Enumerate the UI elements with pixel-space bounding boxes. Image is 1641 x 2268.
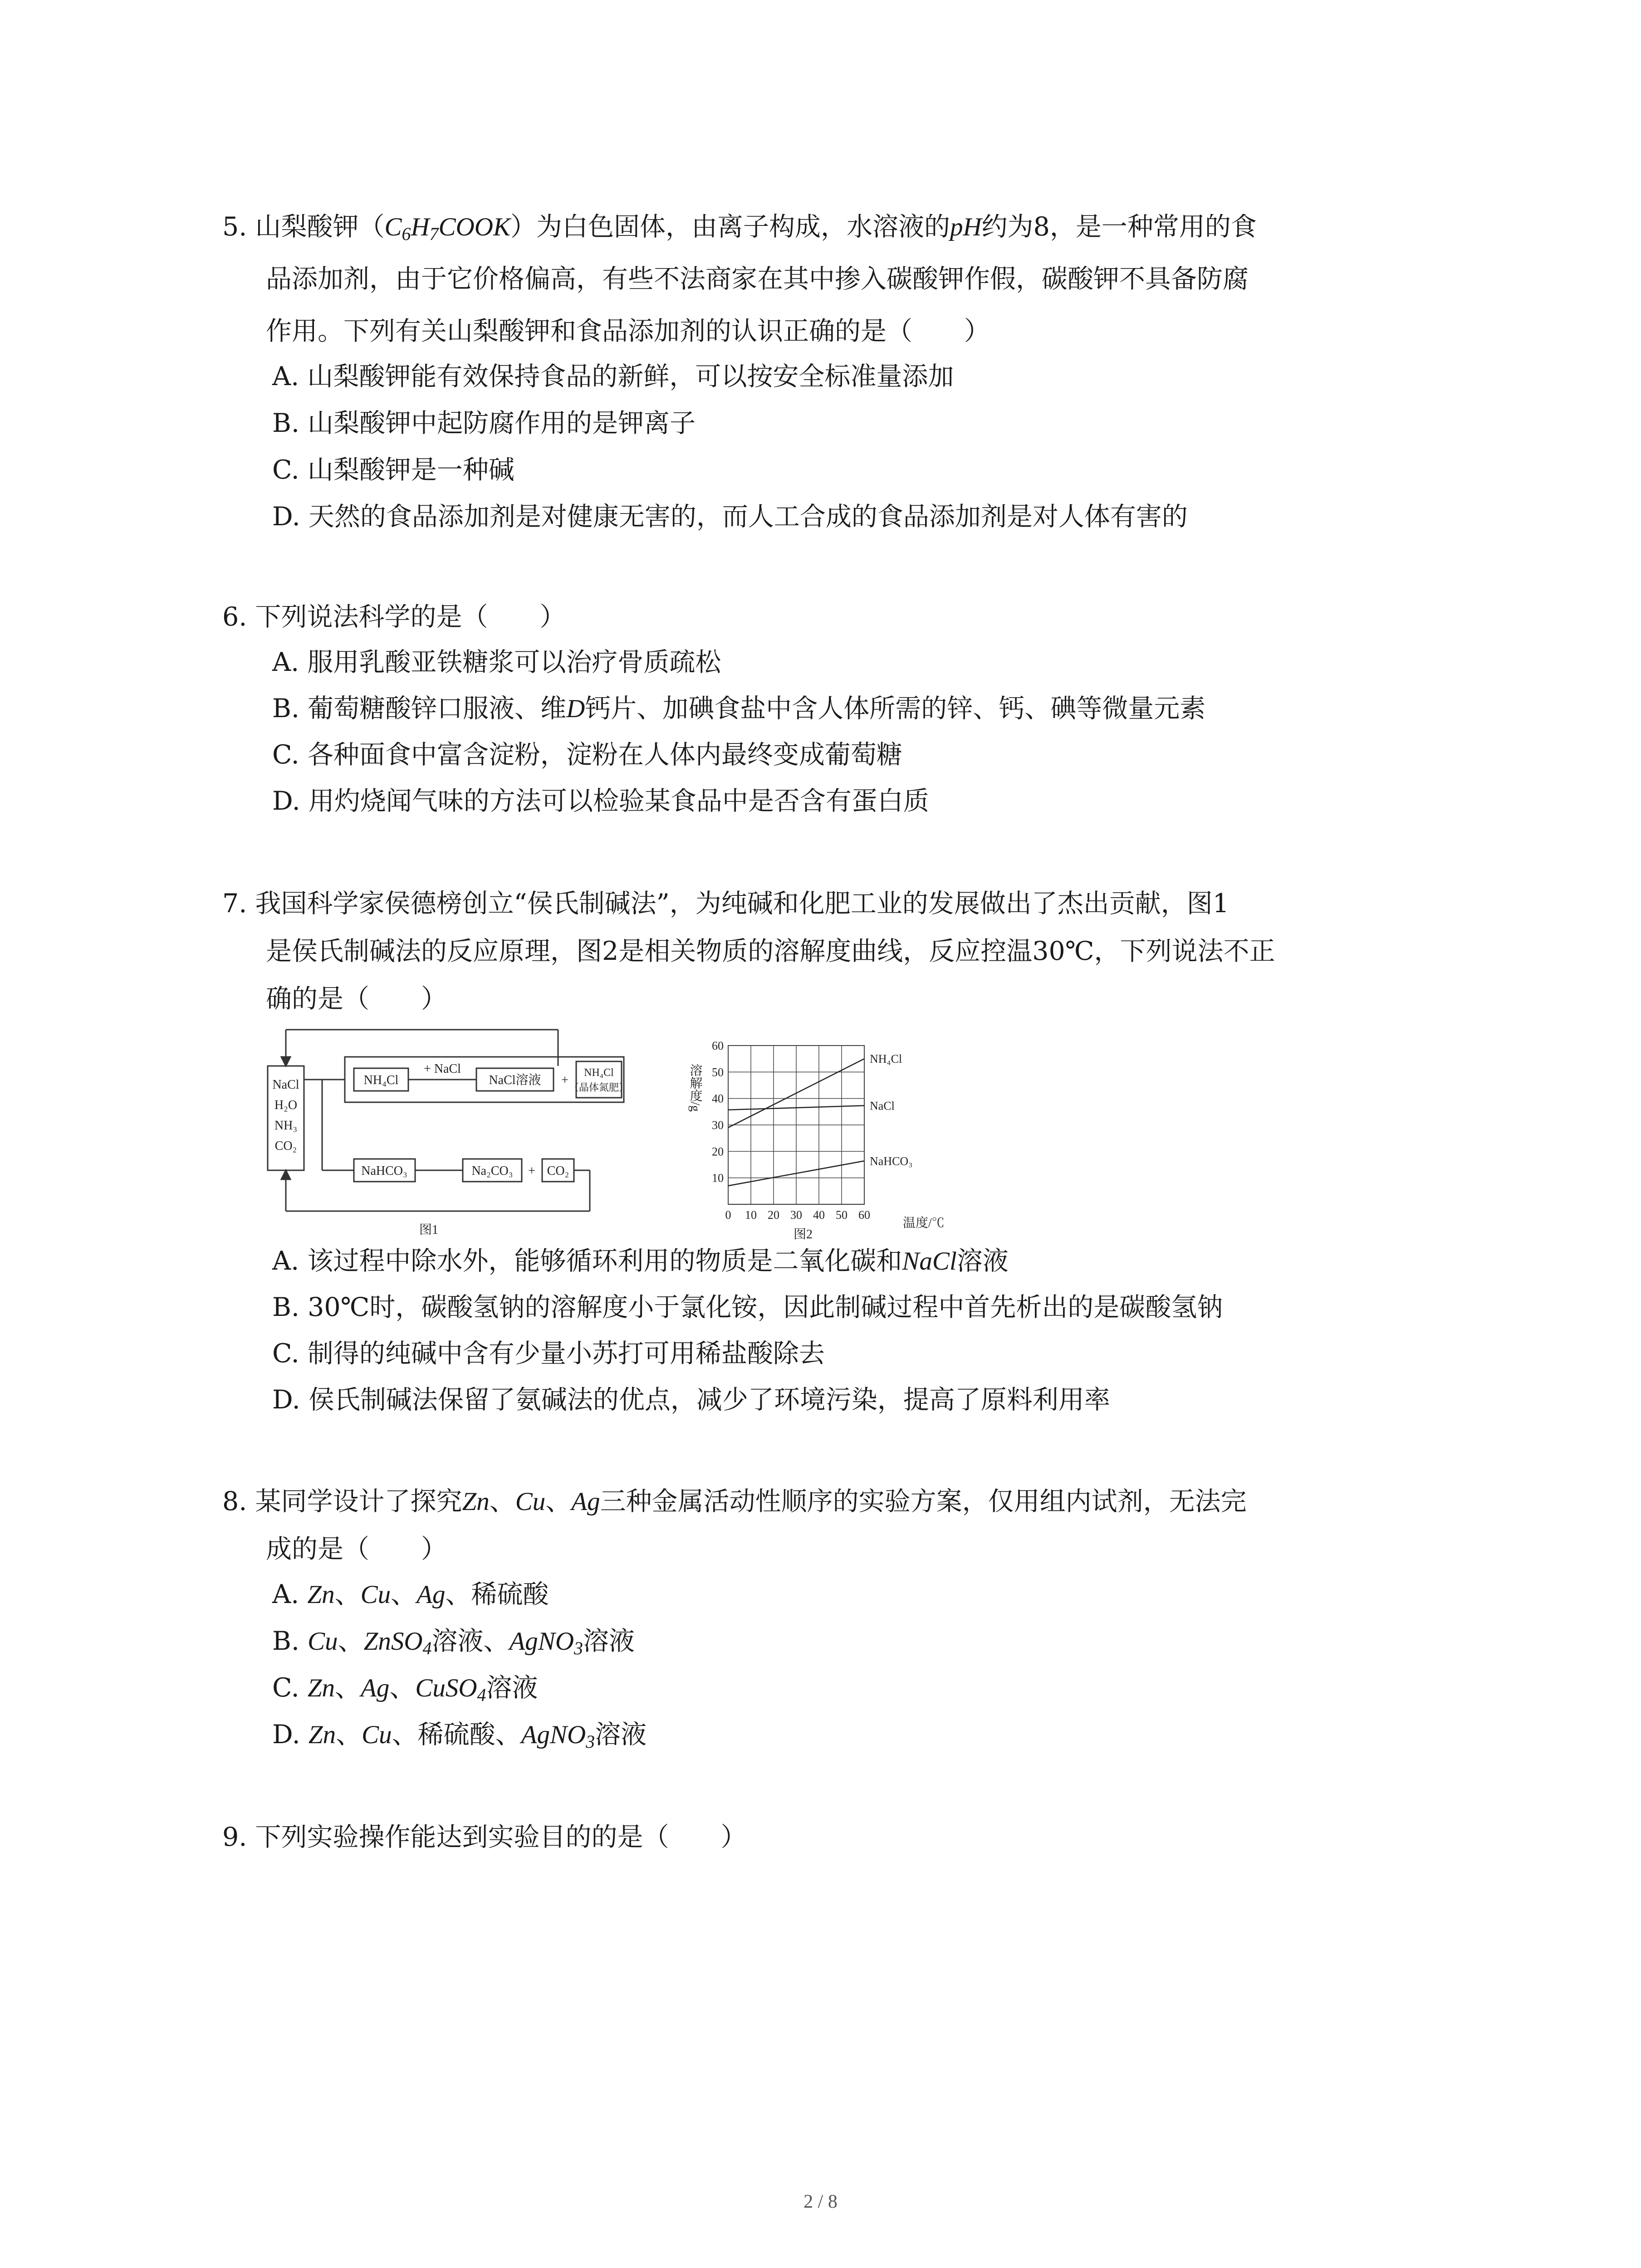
q6-stem: 6. 下列说法科学的是（ ） <box>222 602 566 632</box>
q8-option-c: C. Zn、Ag、CuSO$_4$溶液 <box>272 1673 538 1705</box>
fig1-reagent-nacl: NaCl <box>272 1078 299 1092</box>
q5-option-a: A. 山梨酸钾能有效保持食品的新鲜，可以按安全标准量添加 <box>272 362 954 391</box>
chart-xtick-label: 0 <box>725 1208 731 1222</box>
chart-ylabel: 溶解度/g <box>688 1064 702 1112</box>
figure2-solubility-chart <box>685 1030 1003 1247</box>
formula-sorbate: $C_6H_7COOK$ <box>384 213 510 244</box>
fig1-crystal-nh4cl: NH₄Cl <box>584 1067 614 1079</box>
chart-ytick-label: 20 <box>712 1145 724 1158</box>
q7-option-c: C. 制得的纯碱中含有少量小苏打可用稀盐酸除去 <box>272 1339 825 1369</box>
q8-option-b: B. Cu、ZnSO$_4$溶液、AgNO$_3$溶液 <box>272 1626 635 1658</box>
chart-ytick-label: 60 <box>712 1039 724 1052</box>
chart-ytick-label: 40 <box>712 1092 724 1105</box>
chart-xtick-label: 10 <box>745 1208 757 1222</box>
q5-option-d: D. 天然的食品添加剂是对健康无害的，而人工合成的食品添加剂是对人体有害的 <box>272 502 1188 532</box>
q5-line1: 5. 山梨酸钾$(C_6H_7COOK)$为白色固体，由离子构成，水溶液的pH约为8，是一种常用的食 <box>222 212 1257 244</box>
q6-option-c: C. 各种面食中富含淀粉，淀粉在人体内最终变成葡萄糖 <box>272 740 902 770</box>
fig1-reagent-co2: CO₂ <box>274 1139 297 1153</box>
q6-option-d: D. 用灼烧闻气味的方法可以检验某食品中是否含有蛋白质 <box>272 786 929 816</box>
fig1-reagent-nh3: NH₃ <box>274 1119 298 1133</box>
fig1-plus2: + <box>528 1164 535 1178</box>
q7-line2: 是侯氏制碱法的反应原理，图2是相关物质的溶解度曲线，反应控温30℃，下列说法不正 <box>266 936 1275 966</box>
q7-option-b: B. 30℃时，碳酸氢钠的溶解度小于氯化铵，因此制碱过程中首先析出的是碳酸氢钠 <box>272 1292 1223 1322</box>
fig1-caption: 图1 <box>419 1223 439 1237</box>
q7-option-a: A. 该过程中除水外，能够循环利用的物质是二氧化碳和NaCl溶液 <box>272 1246 1009 1276</box>
q8-line1: 8. 某同学设计了探究Zn、Cu、Ag三种金属活动性顺序的实验方案，仅用组内试剂，无法完 <box>222 1486 1247 1516</box>
q6-option-b: B. 葡萄糖酸锌口服液、维D钙片、加碘食盐中含人体所需的锌、钙、碘等微量元素 <box>272 694 1206 723</box>
chart-xtick-label: 40 <box>813 1208 825 1222</box>
chart-series-label-0: NH₄Cl <box>870 1052 902 1066</box>
chart-ytick-label: 30 <box>712 1119 724 1132</box>
chart-xtick-label: 20 <box>768 1208 779 1222</box>
chart-ytick-label: 10 <box>712 1171 724 1185</box>
fig1-na2co3: Na₂CO₃ <box>471 1164 513 1178</box>
chart-xtick-label: 30 <box>790 1208 802 1222</box>
chart-xtick-label: 60 <box>858 1208 870 1222</box>
fig1-co2: CO₂ <box>547 1164 569 1178</box>
chart-caption: 图2 <box>793 1227 813 1242</box>
q7-line3: 确的是（ ） <box>266 984 447 1014</box>
q8-option-a: A. Zn、Cu、Ag、稀硫酸 <box>272 1579 549 1609</box>
chart-ytick-label: 50 <box>712 1066 724 1079</box>
fig1-nahco3: NaHCO₃ <box>361 1164 407 1178</box>
fig1-plus: + <box>561 1073 568 1087</box>
q5-option-b: B. 山梨酸钾中起防腐作用的是钾离子 <box>272 408 696 438</box>
q5-line3: 作用。下列有关山梨酸钾和食品添加剂的认识正确的是（ ） <box>266 316 990 346</box>
q9-stem: 9. 下列实验操作能达到实验目的的是（ ） <box>222 1822 747 1852</box>
chart-series-label-1: NaCl <box>870 1099 895 1113</box>
q7-line1: 7. 我国科学家侯德榜创立“侯氏制碱法”，为纯碱和化肥工业的发展做出了杰出贡献，图1 <box>222 889 1230 919</box>
q5-option-c: C. 山梨酸钾是一种碱 <box>272 455 514 485</box>
figure1-process-diagram <box>263 1021 653 1237</box>
fig1-crystal-fertilizer: （晶体氮肥） <box>568 1082 629 1093</box>
fig1-nh4cl: NH₄Cl <box>363 1073 399 1087</box>
page-number: 2 / 8 <box>803 2191 838 2212</box>
fig1-plus-nacl: + NaCl <box>424 1062 461 1076</box>
chart-xtick-label: 50 <box>836 1208 847 1222</box>
q5-line2: 品添加剂，由于它价格偏高，有些不法商家在其中掺入碳酸钾作假，碳酸钾不具备防腐 <box>266 264 1249 294</box>
q8-option-d: D. Zn、Cu、稀硫酸、AgNO$_3$溶液 <box>272 1720 647 1752</box>
chart-series-label-2: NaHCO₃ <box>870 1154 913 1168</box>
fig1-nacl-solution: NaCl溶液 <box>489 1073 541 1087</box>
q6-option-a: A. 服用乳酸亚铁糖浆可以治疗骨质疏松 <box>272 647 721 677</box>
chart-xlabel: 温度/℃ <box>903 1216 945 1230</box>
q7-option-d: D. 侯氏制碱法保留了氨碱法的优点，减少了环境污染，提高了原料利用率 <box>272 1385 1110 1415</box>
q8-line2: 成的是（ ） <box>266 1534 447 1564</box>
fig1-reagent-h2o: H₂O <box>274 1098 298 1112</box>
